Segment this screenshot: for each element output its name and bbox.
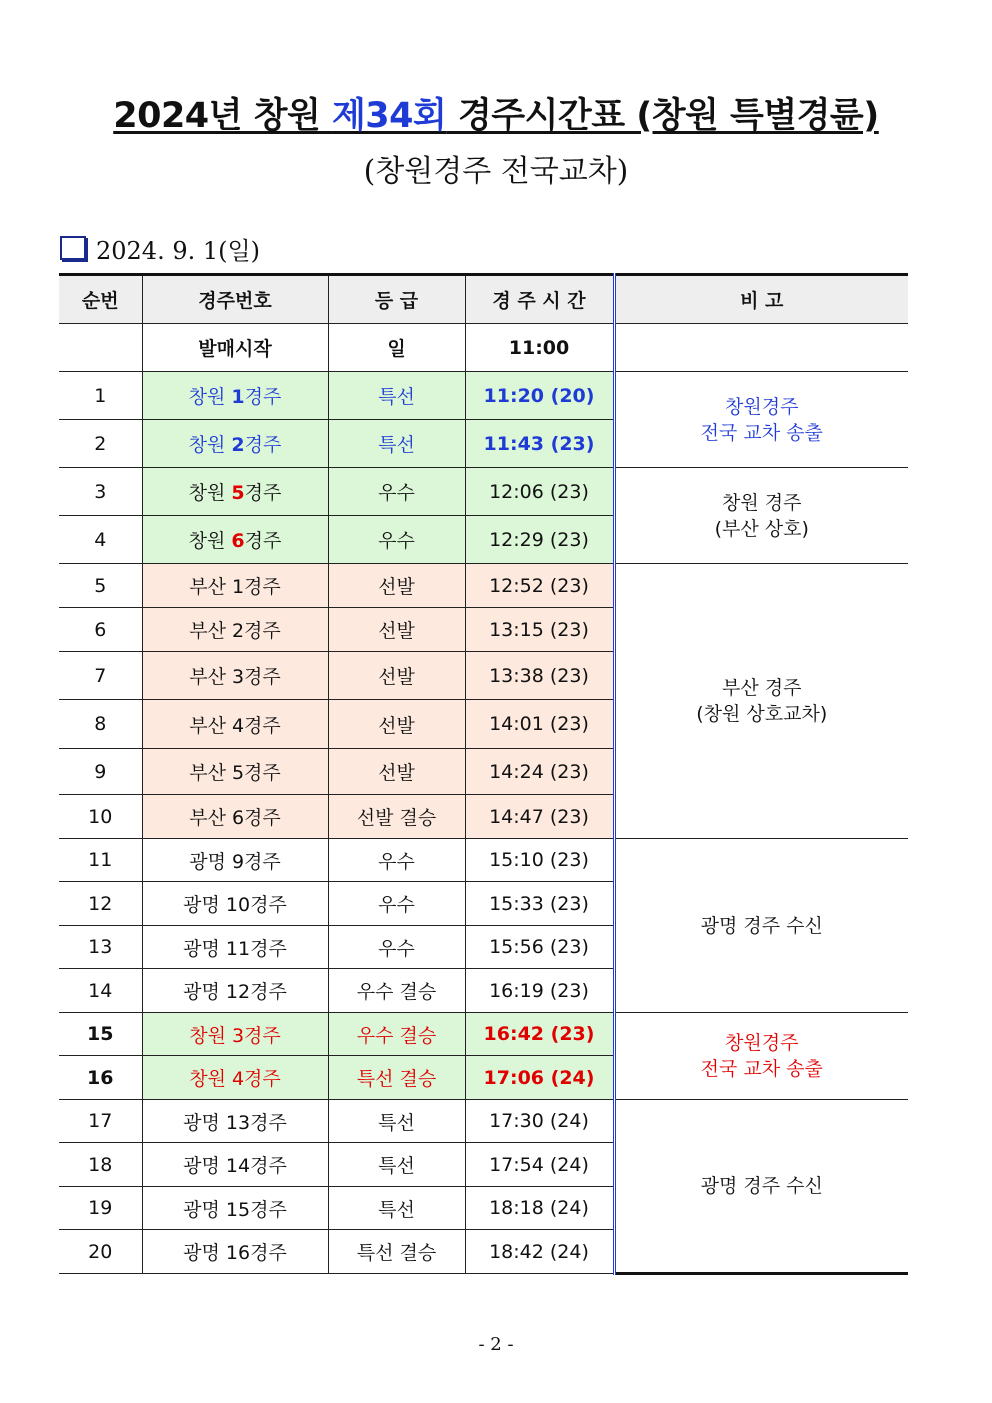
table-row: 6 부산 2경주 선발 13:15 (23) (59, 608, 908, 652)
note-group-1: 창원경주 전국 교차 송출 (614, 372, 908, 468)
sale-start-label: 발매시작 (142, 324, 328, 372)
sale-start-time: 11:00 (465, 324, 614, 372)
header-note: 비 고 (614, 275, 908, 324)
table-row: 14 광명 12경주 우수 결승 16:19 (23) (59, 969, 908, 1013)
table-row: 15 창원 3경주 우수 결승 16:42 (23) 창원경주 전국 교차 송출 (59, 1013, 908, 1056)
page-subtitle: (창원경주 전국교차) (363, 154, 629, 189)
header-row (59, 275, 908, 324)
table-row: 1 창원 1경주 특선 11:20 (20) 창원경주 전국 교차 송출 (59, 372, 908, 420)
table-row: 5 부산 1경주 선발 12:52 (23) 부산 경주 (창원 상호교차) (59, 564, 908, 608)
note-group-4: 광명 경주 수신 (614, 839, 908, 1013)
race-cell: 창원 5경주 (142, 468, 328, 516)
table-row: 3 창원 5경주 우수 12:06 (23) 창원 경주 (부산 상호) (59, 468, 908, 516)
table-row: 11 광명 9경주 우수 15:10 (23) 광명 경주 수신 (59, 839, 908, 882)
header-time: 경 주 시 간 (465, 275, 614, 324)
sale-start-grade: 일 (328, 324, 465, 372)
table-row: 12 광명 10경주 우수 15:33 (23) (59, 882, 908, 926)
page-number: - 2 - (478, 1334, 514, 1355)
page-title: 2024년 창원 제34회 경주시간표 (창원 특별경륜) (113, 96, 879, 136)
note-group-6: 광명 경주 수신 (614, 1100, 908, 1274)
table-row: 17 광명 13경주 특선 17:30 (24) 광명 경주 수신 (59, 1100, 908, 1143)
title-highlight: 제34회 (331, 96, 447, 136)
race-cell: 창원 1경주 (142, 372, 328, 420)
table-row: 13 광명 11경주 우수 15:56 (23) (59, 926, 908, 969)
header-race: 경주번호 (142, 275, 328, 324)
note-group-5: 창원경주 전국 교차 송출 (614, 1013, 908, 1100)
note-group-2: 창원 경주 (부산 상호) (614, 468, 908, 564)
date-heading (60, 232, 260, 264)
header-grade: 등 급 (328, 275, 465, 324)
table-row: 19 광명 15경주 특선 18:18 (24) (59, 1187, 908, 1230)
table-row: 20 광명 16경주 특선 결승 18:42 (24) (59, 1230, 908, 1274)
table-row: 10 부산 6경주 선발 결승 14:47 (23) (59, 795, 908, 839)
table-row: 16 창원 4경주 특선 결승 17:06 (24) (59, 1056, 908, 1100)
header-no: 순번 (59, 275, 142, 324)
race-cell: 창원 6경주 (142, 516, 328, 564)
sale-start-row (59, 324, 908, 372)
checkbox-icon (60, 236, 86, 260)
table-row: 7 부산 3경주 선발 13:38 (23) (59, 652, 908, 700)
race-cell: 창원 2경주 (142, 420, 328, 468)
table-row: 2 창원 2경주 특선 11:43 (23) (59, 420, 908, 468)
race-schedule-table (59, 273, 908, 1275)
table-row: 4 창원 6경주 우수 12:29 (23) (59, 516, 908, 564)
table-row: 8 부산 4경주 선발 14:01 (23) (59, 700, 908, 749)
table-row: 18 광명 14경주 특선 17:54 (24) (59, 1143, 908, 1187)
race-date: 2024. 9. 1(일) (96, 236, 261, 265)
note-group-3: 부산 경주 (창원 상호교차) (614, 564, 908, 839)
table-row: 9 부산 5경주 선발 14:24 (23) (59, 749, 908, 795)
